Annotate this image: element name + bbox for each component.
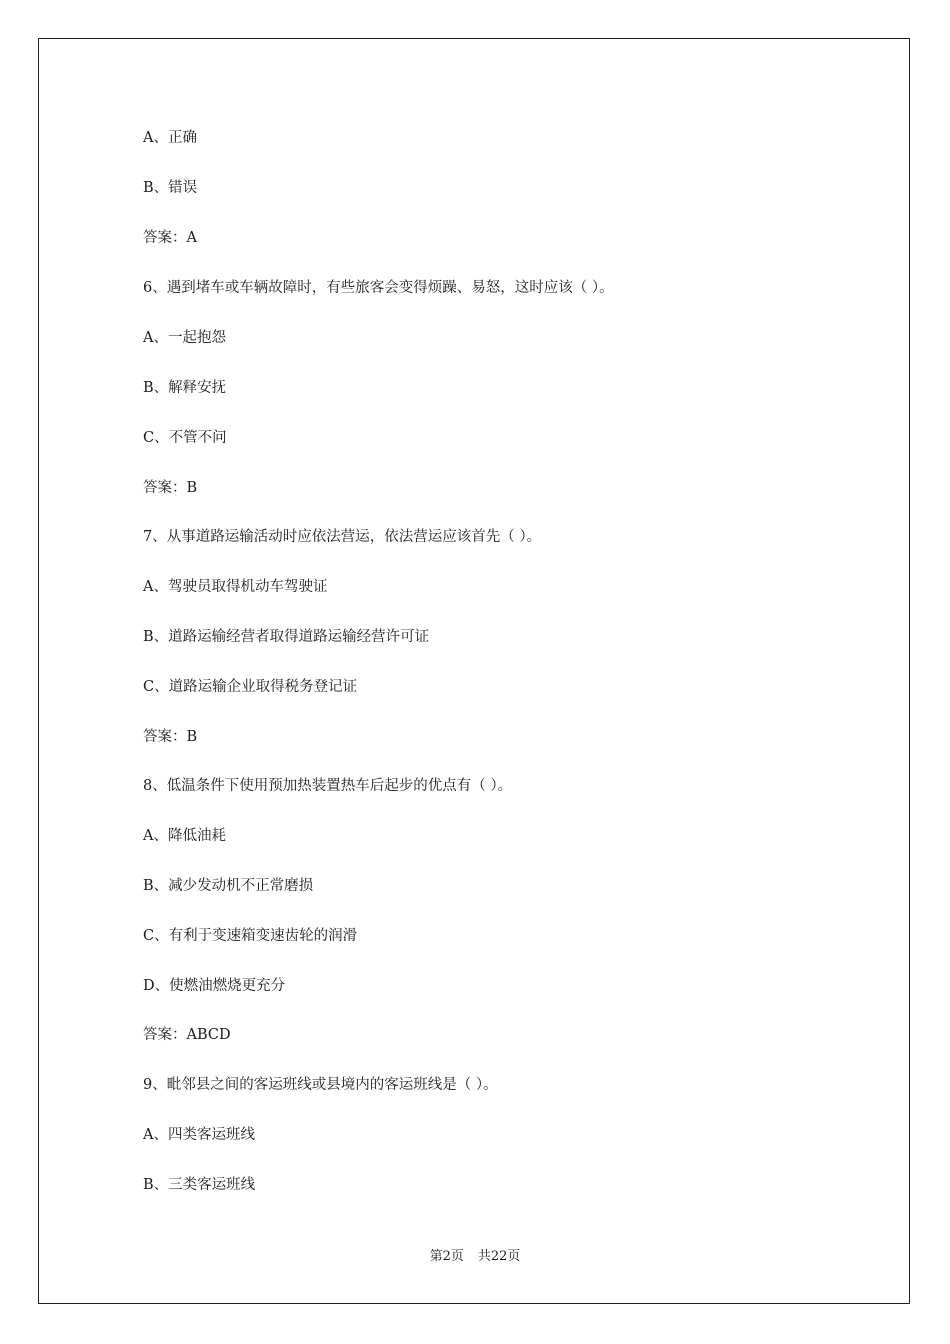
question-9-option-a: A、四类客运班线 (143, 1127, 255, 1143)
question-6-option-a: A、一起抱怨 (143, 330, 226, 346)
option-b-wrong: B、错误 (143, 180, 198, 196)
answer-8: 答案：ABCD (143, 1027, 231, 1043)
option-a-correct: A、正确 (143, 130, 197, 146)
answer-5: 答案：A (143, 230, 197, 246)
answer-7: 答案：B (143, 729, 198, 745)
question-7-option-a: A、驾驶员取得机动车驾驶证 (143, 579, 328, 595)
question-8-option-b: B、减少发动机不正常磨损 (143, 878, 314, 894)
page-footer (0, 1248, 950, 1266)
question-8-option-a: A、降低油耗 (143, 828, 226, 844)
question-9-option-b: B、三类客运班线 (143, 1177, 256, 1193)
question-7: 7、从事道路运输活动时应依法营运，依法营运应该首先（ ）。 (143, 529, 542, 545)
question-7-option-c: C、道路运输企业取得税务登记证 (143, 679, 358, 695)
question-8-option-d: D、使燃油燃烧更充分 (143, 978, 286, 994)
question-9: 9、毗邻县之间的客运班线或县境内的客运班线是（ ）。 (143, 1077, 498, 1093)
question-6-option-b: B、解释安抚 (143, 380, 227, 396)
question-8: 8、低温条件下使用预加热装置热车后起步的优点有（ ）。 (143, 778, 513, 794)
question-8-option-c: C、有利于变速箱变速齿轮的润滑 (143, 928, 358, 944)
page-total: 共22页 (477, 1249, 521, 1264)
question-6: 6、遇到堵车或车辆故障时，有些旅客会变得烦躁、易怒，这时应该（ ）。 (143, 280, 614, 296)
page-number: 第2页 (429, 1249, 464, 1264)
answer-6: 答案：B (143, 480, 198, 496)
question-6-option-c: C、不管不问 (143, 430, 227, 446)
question-7-option-b: B、道路运输经营者取得道路运输经营许可证 (143, 629, 430, 645)
